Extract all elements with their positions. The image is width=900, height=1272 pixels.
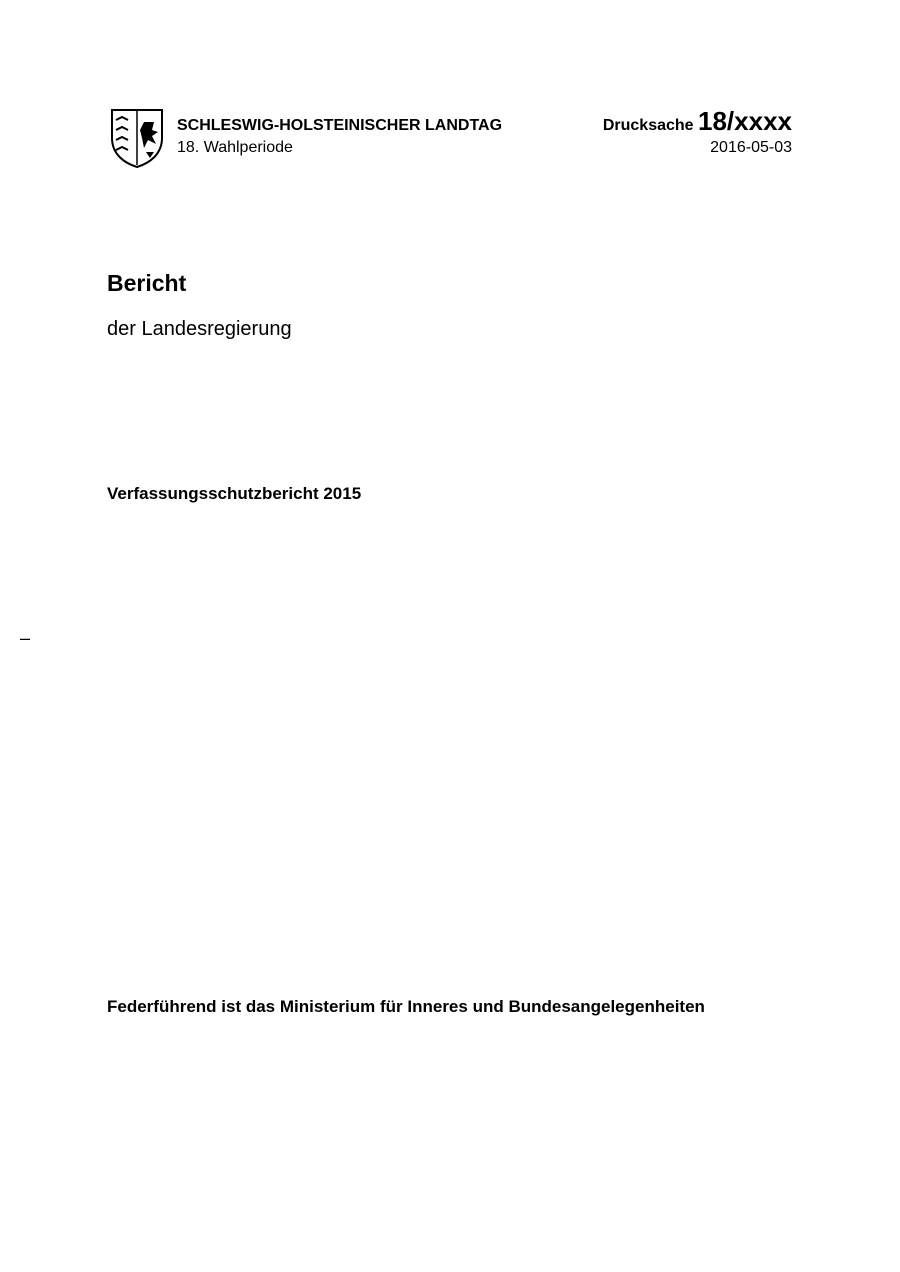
print-label: Drucksache [602, 117, 694, 134]
parliament-name: SCHLESWIG-HOLSTEINISCHER LANDTAG [177, 117, 503, 134]
document-issuer: der Landesregierung [107, 318, 292, 340]
document-type: Bericht [107, 270, 187, 296]
print-reference [603, 106, 792, 137]
document-subject: Verfassungsschutzbericht 2015 [107, 484, 362, 503]
document-date: 2016-05-03 [710, 139, 792, 156]
legislative-period: 18. Wahlperiode [177, 139, 293, 156]
print-number: 18/xxxx [698, 106, 792, 136]
margin-mark: – [20, 628, 31, 648]
coat-of-arms-icon [110, 108, 164, 168]
lead-ministry-note: Federführend ist das Ministerium für Inneres und Bundesangelegenheiten [107, 997, 705, 1016]
